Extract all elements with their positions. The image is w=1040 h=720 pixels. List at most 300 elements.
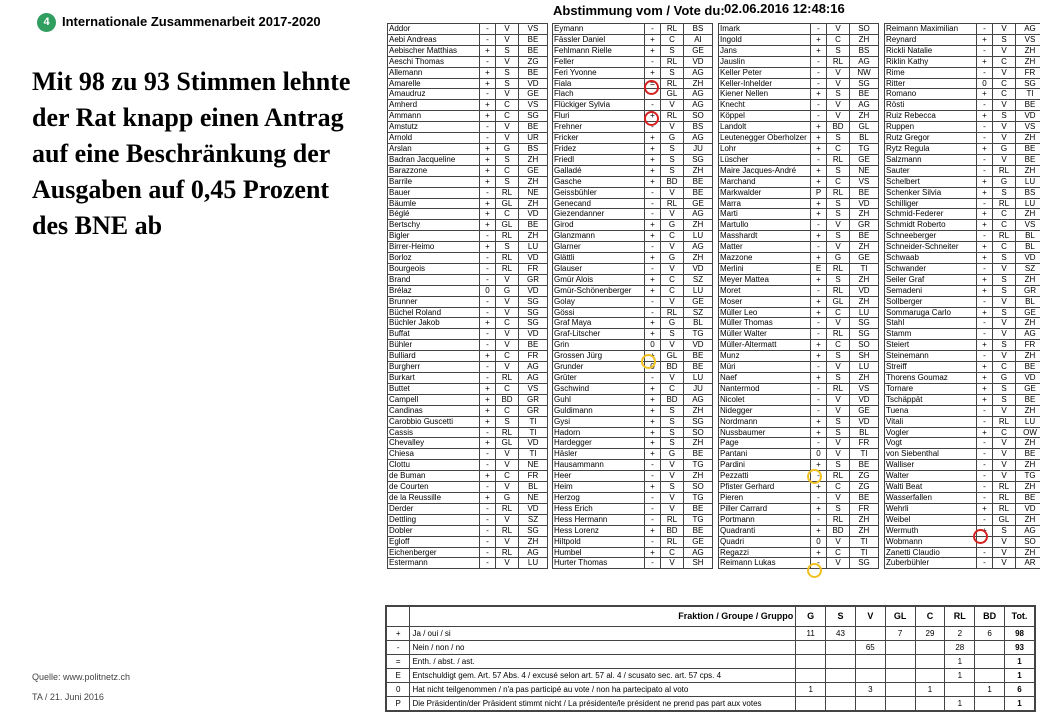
canton: LU: [850, 307, 879, 318]
party: C: [496, 383, 519, 394]
canton: ZH: [1016, 405, 1040, 416]
canton: AG: [684, 394, 713, 405]
vote-value: -: [645, 187, 661, 198]
canton: BL: [850, 427, 879, 438]
canton: ZH: [684, 78, 713, 89]
member-name: Brunner: [388, 296, 480, 307]
vote-value: 0: [811, 449, 827, 460]
vote-value: +: [811, 296, 827, 307]
member-name: Keller-Inhelder: [719, 78, 811, 89]
party: V: [993, 329, 1016, 340]
member-name: Martullo: [719, 220, 811, 231]
member-name: Gysi: [553, 416, 645, 427]
summary-count: [826, 641, 856, 655]
vote-value: -: [645, 558, 661, 569]
party: S: [827, 351, 850, 362]
member-name: Guhl: [553, 394, 645, 405]
member-name: Fehlmann Rielle: [553, 45, 645, 56]
vote-value: -: [811, 242, 827, 253]
vote-row: [388, 362, 548, 373]
member-name: Humbel: [553, 547, 645, 558]
member-name: Egloff: [388, 536, 480, 547]
canton: AG: [684, 242, 713, 253]
party: G: [993, 176, 1016, 187]
member-name: Bertschy: [388, 220, 480, 231]
vote-value: -: [811, 285, 827, 296]
vote-row: [885, 209, 1040, 220]
member-name: Stamm: [885, 329, 977, 340]
canton: AI: [684, 34, 713, 45]
member-name: Seiler Graf: [885, 274, 977, 285]
canton: BL: [1016, 242, 1040, 253]
vote-row: [885, 165, 1040, 176]
canton: ZH: [684, 220, 713, 231]
member-name: Keller Peter: [719, 67, 811, 78]
vote-value: +: [977, 383, 993, 394]
party: S: [661, 482, 684, 493]
member-name: Guldimann: [553, 405, 645, 416]
vote-value: +: [811, 34, 827, 45]
vote-value: +: [645, 427, 661, 438]
vote-row: [719, 492, 879, 503]
party: V: [661, 471, 684, 482]
canton: SO: [850, 340, 879, 351]
canton: ZH: [1016, 460, 1040, 471]
vote-row: [553, 274, 713, 285]
member-name: Zanetti Claudio: [885, 547, 977, 558]
vote-value: -: [645, 503, 661, 514]
canton: AG: [1016, 24, 1040, 35]
member-name: Amstutz: [388, 122, 480, 133]
vote-row: [388, 176, 548, 187]
vote-row: [553, 503, 713, 514]
canton: ZH: [1016, 482, 1040, 493]
party: C: [827, 547, 850, 558]
member-name: Schwander: [885, 263, 977, 274]
vote-value: +: [645, 547, 661, 558]
party: V: [496, 56, 519, 67]
party: V: [661, 558, 684, 569]
source-note: Quelle: www.politnetz.ch: [32, 672, 131, 682]
summary-header-row: [387, 607, 1035, 627]
vote-row: [553, 558, 713, 569]
member-name: Hurter Thomas: [553, 558, 645, 569]
canton: FR: [519, 263, 548, 274]
vote-row: [388, 209, 548, 220]
vote-value: +: [645, 525, 661, 536]
party: S: [827, 45, 850, 56]
canton: BE: [684, 351, 713, 362]
vote-row: [553, 285, 713, 296]
party: C: [496, 351, 519, 362]
summary-label: Entschuldigt gem. Art. 57 Abs. 4 / excusé selon art. 57 al. 4 / scusato sec. art. 57 cps. 4: [410, 669, 796, 683]
vote-row: [553, 547, 713, 558]
canton: SZ: [684, 274, 713, 285]
party: BD: [827, 122, 850, 133]
member-name: Hadorn: [553, 427, 645, 438]
vote-value: +: [480, 318, 496, 329]
canton: VD: [519, 438, 548, 449]
party: RL: [661, 56, 684, 67]
canton: BE: [519, 45, 548, 56]
canton: ZH: [519, 231, 548, 242]
member-name: Quadri: [719, 536, 811, 547]
vote-row: [553, 253, 713, 264]
vote-row: [719, 296, 879, 307]
party: RL: [993, 165, 1016, 176]
party: C: [993, 56, 1016, 67]
party: V: [496, 133, 519, 144]
vote-value: -: [977, 122, 993, 133]
vote-column-2: [552, 23, 712, 601]
vote-row: [388, 89, 548, 100]
canton: OW: [1016, 427, 1040, 438]
member-name: Bigler: [388, 231, 480, 242]
party: V: [993, 133, 1016, 144]
party: GL: [993, 514, 1016, 525]
vote-row: [388, 329, 548, 340]
vote-value: -: [977, 536, 993, 547]
canton: SH: [850, 351, 879, 362]
party: RL: [827, 154, 850, 165]
vote-value: +: [645, 416, 661, 427]
vote-row: [553, 329, 713, 340]
vote-row: [553, 394, 713, 405]
vote-row: [388, 471, 548, 482]
member-name: Chevalley: [388, 438, 480, 449]
canton: ZH: [684, 438, 713, 449]
summary-count: 28: [945, 641, 975, 655]
party: V: [993, 263, 1016, 274]
member-name: Buffat: [388, 329, 480, 340]
canton: BE: [1016, 154, 1040, 165]
canton: FR: [519, 351, 548, 362]
vote-value: -: [645, 492, 661, 503]
canton: NE: [519, 460, 548, 471]
canton: LU: [1016, 198, 1040, 209]
vote-value: -: [480, 340, 496, 351]
party: G: [496, 285, 519, 296]
vote-value: +: [811, 231, 827, 242]
vote-value: -: [645, 242, 661, 253]
member-name: Nordmann: [719, 416, 811, 427]
vote-row: [719, 100, 879, 111]
member-name: Bauer: [388, 187, 480, 198]
canton: SZ: [684, 307, 713, 318]
party: S: [827, 373, 850, 384]
summary-count: [975, 669, 1005, 683]
canton: ZH: [684, 165, 713, 176]
summary-count: 1: [1005, 669, 1035, 683]
canton: AR: [1016, 558, 1040, 569]
canton: TI: [850, 536, 879, 547]
vote-value: -: [811, 24, 827, 35]
canton: ZH: [1016, 351, 1040, 362]
member-name: Dobler: [388, 525, 480, 536]
canton: ZH: [850, 525, 879, 536]
vote-row: [885, 394, 1040, 405]
member-name: Grin: [553, 340, 645, 351]
canton: VD: [684, 340, 713, 351]
vote-row: [553, 525, 713, 536]
member-name: Reynard: [885, 34, 977, 45]
vote-row: [719, 122, 879, 133]
vote-row: [553, 231, 713, 242]
canton: BL: [1016, 231, 1040, 242]
vote-value: -: [977, 67, 993, 78]
party: V: [993, 100, 1016, 111]
vote-row: [553, 165, 713, 176]
vote-value: -: [977, 416, 993, 427]
party: RL: [827, 383, 850, 394]
summary-count: 7: [885, 627, 915, 641]
canton: BE: [850, 187, 879, 198]
party: S: [827, 427, 850, 438]
member-name: Piller Carrard: [719, 503, 811, 514]
vote-row: [553, 460, 713, 471]
member-name: Müller Thomas: [719, 318, 811, 329]
vote-value: -: [480, 558, 496, 569]
vote-value: -: [977, 471, 993, 482]
member-name: Page: [719, 438, 811, 449]
vote-value: +: [811, 307, 827, 318]
canton: ZH: [850, 209, 879, 220]
vote-value: -: [811, 383, 827, 394]
party: S: [496, 242, 519, 253]
canton: NE: [519, 492, 548, 503]
summary-count: [915, 655, 945, 669]
member-name: Rime: [885, 67, 977, 78]
vote-value: +: [480, 198, 496, 209]
party: G: [496, 143, 519, 154]
member-name: Hess Hermann: [553, 514, 645, 525]
vote-value: -: [977, 318, 993, 329]
canton: VD: [850, 394, 879, 405]
summary-header-cell: RL: [945, 607, 975, 627]
canton: SH: [684, 558, 713, 569]
party: RL: [993, 231, 1016, 242]
vote-value: -: [977, 45, 993, 56]
party: V: [827, 242, 850, 253]
summary-count: [826, 669, 856, 683]
canton: SG: [519, 307, 548, 318]
member-name: Bäumle: [388, 198, 480, 209]
party: V: [993, 558, 1016, 569]
party: V: [496, 122, 519, 133]
member-name: Amherd: [388, 100, 480, 111]
canton: ZH: [850, 34, 879, 45]
vote-value: +: [645, 449, 661, 460]
member-name: Barazzone: [388, 165, 480, 176]
canton: VD: [519, 253, 548, 264]
summary-header-cell: GL: [885, 607, 915, 627]
member-name: Barrile: [388, 176, 480, 187]
vote-row: [388, 536, 548, 547]
vote-row: [719, 67, 879, 78]
canton: VS: [1016, 220, 1040, 231]
member-name: Markwalder: [719, 187, 811, 198]
party: V: [827, 362, 850, 373]
member-name: Wermuth: [885, 525, 977, 536]
canton: GE: [684, 198, 713, 209]
party: RL: [661, 24, 684, 35]
vote-row: [885, 133, 1040, 144]
member-name: Hess Lorenz: [553, 525, 645, 536]
vote-value: -: [645, 209, 661, 220]
canton: GE: [684, 45, 713, 56]
member-name: Pezzatti: [719, 471, 811, 482]
canton: FR: [850, 503, 879, 514]
vote-value: +: [977, 34, 993, 45]
member-name: Cassis: [388, 427, 480, 438]
vote-value: -: [977, 514, 993, 525]
summary-row: [387, 683, 1035, 697]
vote-value: E: [811, 263, 827, 274]
vote-value: +: [811, 45, 827, 56]
canton: NE: [850, 165, 879, 176]
vote-value: +: [645, 67, 661, 78]
party: RL: [993, 482, 1016, 493]
canton: AG: [684, 547, 713, 558]
vote-row: [388, 165, 548, 176]
member-name: Müller Leo: [719, 307, 811, 318]
canton: BS: [1016, 187, 1040, 198]
vote-row: [885, 56, 1040, 67]
member-name: Ruiz Rebecca: [885, 111, 977, 122]
vote-row: [388, 220, 548, 231]
member-name: Zuberbühler: [885, 558, 977, 569]
vote-value: +: [811, 503, 827, 514]
party: RL: [661, 78, 684, 89]
canton: GE: [519, 89, 548, 100]
vote-row: [388, 56, 548, 67]
canton: VD: [1016, 253, 1040, 264]
party: S: [827, 416, 850, 427]
vote-row: [553, 405, 713, 416]
canton: SG: [684, 416, 713, 427]
party: G: [993, 373, 1016, 384]
vote-row: [388, 154, 548, 165]
party: V: [496, 24, 519, 35]
vote-row: [885, 405, 1040, 416]
vote-row: [553, 67, 713, 78]
vote-row: [553, 56, 713, 67]
canton: SG: [519, 318, 548, 329]
vote-value: -: [645, 56, 661, 67]
canton: ZH: [850, 296, 879, 307]
party: V: [496, 558, 519, 569]
vote-row: [553, 438, 713, 449]
vote-value: -: [811, 514, 827, 525]
summary-count: 6: [1005, 683, 1035, 697]
party: G: [661, 133, 684, 144]
canton: SG: [519, 111, 548, 122]
party: BD: [661, 525, 684, 536]
vote-row: [885, 351, 1040, 362]
vote-value: -: [480, 253, 496, 264]
summary-count: [975, 655, 1005, 669]
canton: ZH: [1016, 514, 1040, 525]
vote-row: [553, 373, 713, 384]
party: C: [827, 340, 850, 351]
vote-value: +: [811, 427, 827, 438]
vote-row: [885, 329, 1040, 340]
party: V: [661, 242, 684, 253]
member-name: Bourgeois: [388, 263, 480, 274]
member-name: Stahl: [885, 318, 977, 329]
canton: SG: [850, 78, 879, 89]
member-name: Schmid-Federer: [885, 209, 977, 220]
member-name: Jans: [719, 45, 811, 56]
canton: AG: [519, 362, 548, 373]
vote-value: -: [811, 100, 827, 111]
vote-row: [553, 318, 713, 329]
canton: ZH: [1016, 165, 1040, 176]
party: C: [827, 307, 850, 318]
vote-row: [553, 536, 713, 547]
member-name: Gössi: [553, 307, 645, 318]
member-name: Fluri: [553, 111, 645, 122]
summary-symbol: P: [387, 697, 410, 711]
vote-row: [719, 133, 879, 144]
summary-count: [945, 683, 975, 697]
vote-value: +: [977, 176, 993, 187]
vote-row: [388, 449, 548, 460]
member-name: Frehner: [553, 122, 645, 133]
party: V: [661, 263, 684, 274]
party: G: [661, 220, 684, 231]
member-name: Walliser: [885, 460, 977, 471]
canton: VS: [850, 383, 879, 394]
vote-value: +: [480, 383, 496, 394]
member-name: Tornare: [885, 383, 977, 394]
vote-row: [553, 78, 713, 89]
vote-value: +: [811, 253, 827, 264]
vote-row: [719, 78, 879, 89]
member-name: Amaudruz: [388, 89, 480, 100]
vote-row: [885, 296, 1040, 307]
member-name: Nantermod: [719, 383, 811, 394]
vote-value: -: [811, 67, 827, 78]
vote-row: [885, 220, 1040, 231]
vote-row: [388, 100, 548, 111]
party: C: [827, 34, 850, 45]
canton: VS: [519, 100, 548, 111]
party: RL: [993, 416, 1016, 427]
member-name: Girod: [553, 220, 645, 231]
party: RL: [496, 253, 519, 264]
member-name: Vitali: [885, 416, 977, 427]
party: V: [496, 482, 519, 493]
vote-row: [553, 242, 713, 253]
vote-value: +: [811, 460, 827, 471]
party: V: [827, 318, 850, 329]
vote-value: +: [480, 165, 496, 176]
party: GL: [496, 438, 519, 449]
member-name: Heim: [553, 482, 645, 493]
vote-value: +: [645, 285, 661, 296]
vote-value: -: [977, 263, 993, 274]
vote-value: +: [811, 89, 827, 100]
canton: TI: [850, 263, 879, 274]
party: S: [827, 209, 850, 220]
vote-row: [553, 89, 713, 100]
canton: GE: [684, 536, 713, 547]
vote-row: [553, 416, 713, 427]
canton: ZG: [850, 482, 879, 493]
summary-row: [387, 627, 1035, 641]
vote-row: [553, 45, 713, 56]
